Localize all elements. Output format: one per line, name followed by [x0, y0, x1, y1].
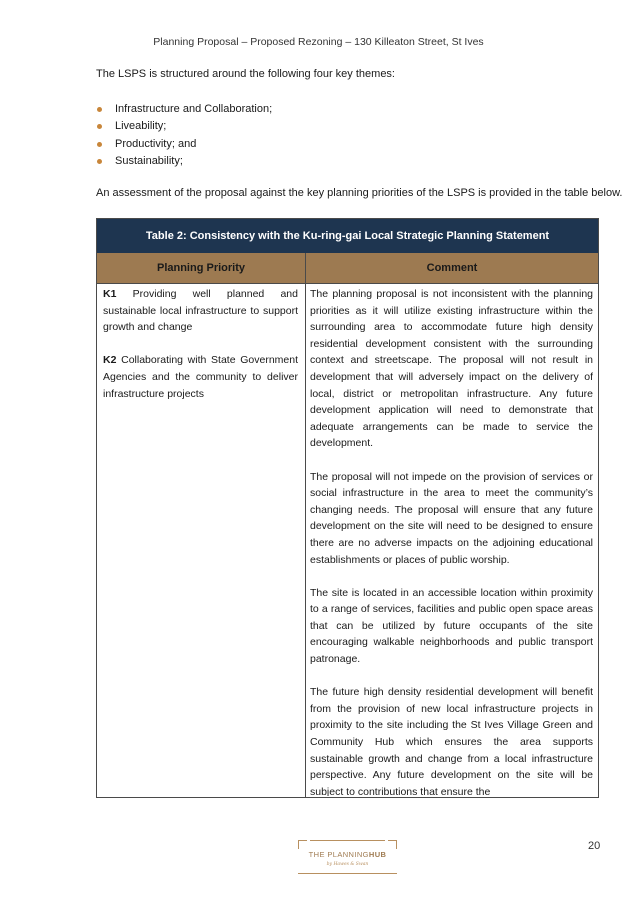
list-item [96, 118, 496, 135]
theme-label: Sustainability; [115, 155, 183, 168]
theme-label: Productivity; and [115, 137, 197, 150]
logo-wordmark: THE PLANNINGHUB [308, 850, 387, 859]
bullet-icon [97, 159, 102, 164]
intro-text: The LSPS is structured around the following four key themes: [96, 68, 395, 80]
comment-paragraph: The planning proposal is not inconsistent with the planning priorities as it will utilize existing infrastructure within the surrounding area to accommodate future high density residential development consistent with the surrounding context and streetscape. The proposal will not result in development that will adversely impact on the delivery of local, district or metropolitan infrastructure. Any future development application will need to demonstrate that adequate arrangements can be made to service the development. [310, 288, 593, 450]
priority-text: Collaborating with State Government Agencies and the community to deliver infrastructure projects [103, 354, 298, 400]
comment-cell [310, 286, 593, 796]
comment-paragraph: The future high density residential development will benefit from the provision of new local infrastructure projects in proximity to the site including the St Ives Village Green and Community Hub which ensures the area supports sustainable growth and change from a local infrastructure perspective. Any future development on the site will be subject to contributions that ensure the [310, 686, 593, 796]
planning-hub-logo [298, 840, 397, 874]
list-item [96, 136, 496, 153]
table-title: Table 2: Consistency with the Ku-ring-gai Local Strategic Planning Statement [97, 219, 598, 253]
theme-label: Infrastructure and Collaboration; [115, 103, 273, 115]
row-divider [97, 283, 598, 284]
list-item [96, 101, 496, 118]
assessment-text: An assessment of the proposal against the key planning priorities of the LSPS is provided in the table below. [96, 187, 623, 199]
themes-list [96, 101, 496, 171]
list-item [96, 153, 496, 170]
comment-paragraph: The site is located in an accessible location within proximity to a range of services, facilities and public open space areas that can be utilized by future occupants of the site encouraging walkable neighborhoods and public transport patronage. [310, 586, 593, 666]
bullet-icon [97, 142, 102, 147]
priority-item [103, 286, 298, 336]
bullet-icon [97, 124, 102, 129]
priority-code: K2 [103, 354, 117, 367]
page-header: Planning Proposal – Proposed Rezoning – 130 Killeaton Street, St Ives [153, 36, 484, 48]
priority-item [103, 352, 298, 402]
priority-code: K1 [103, 288, 117, 300]
consistency-table [96, 218, 599, 798]
bullet-icon [97, 107, 102, 112]
column-header-comment: Comment [426, 262, 478, 274]
column-header-planning-priority: Planning Priority [156, 262, 245, 274]
page-number: 20 [588, 840, 601, 852]
planning-priority-cell [103, 286, 298, 419]
logo-tagline: by Hawes & Swan [326, 862, 369, 867]
priority-text: Providing well planned and sustainable local infrastructure to support growth and change [103, 288, 298, 334]
table-header-row [97, 253, 598, 283]
column-divider [305, 253, 306, 797]
theme-label: Liveability; [115, 120, 167, 133]
comment-paragraph: The proposal will not impede on the provision of services or social infrastructure in the area to meet the community’s changing needs. The proposal will ensure that any future development on the site will need to be designed to ensure there are no adverse impacts on the adjoining educational establishments or places of public worship. [310, 470, 593, 566]
